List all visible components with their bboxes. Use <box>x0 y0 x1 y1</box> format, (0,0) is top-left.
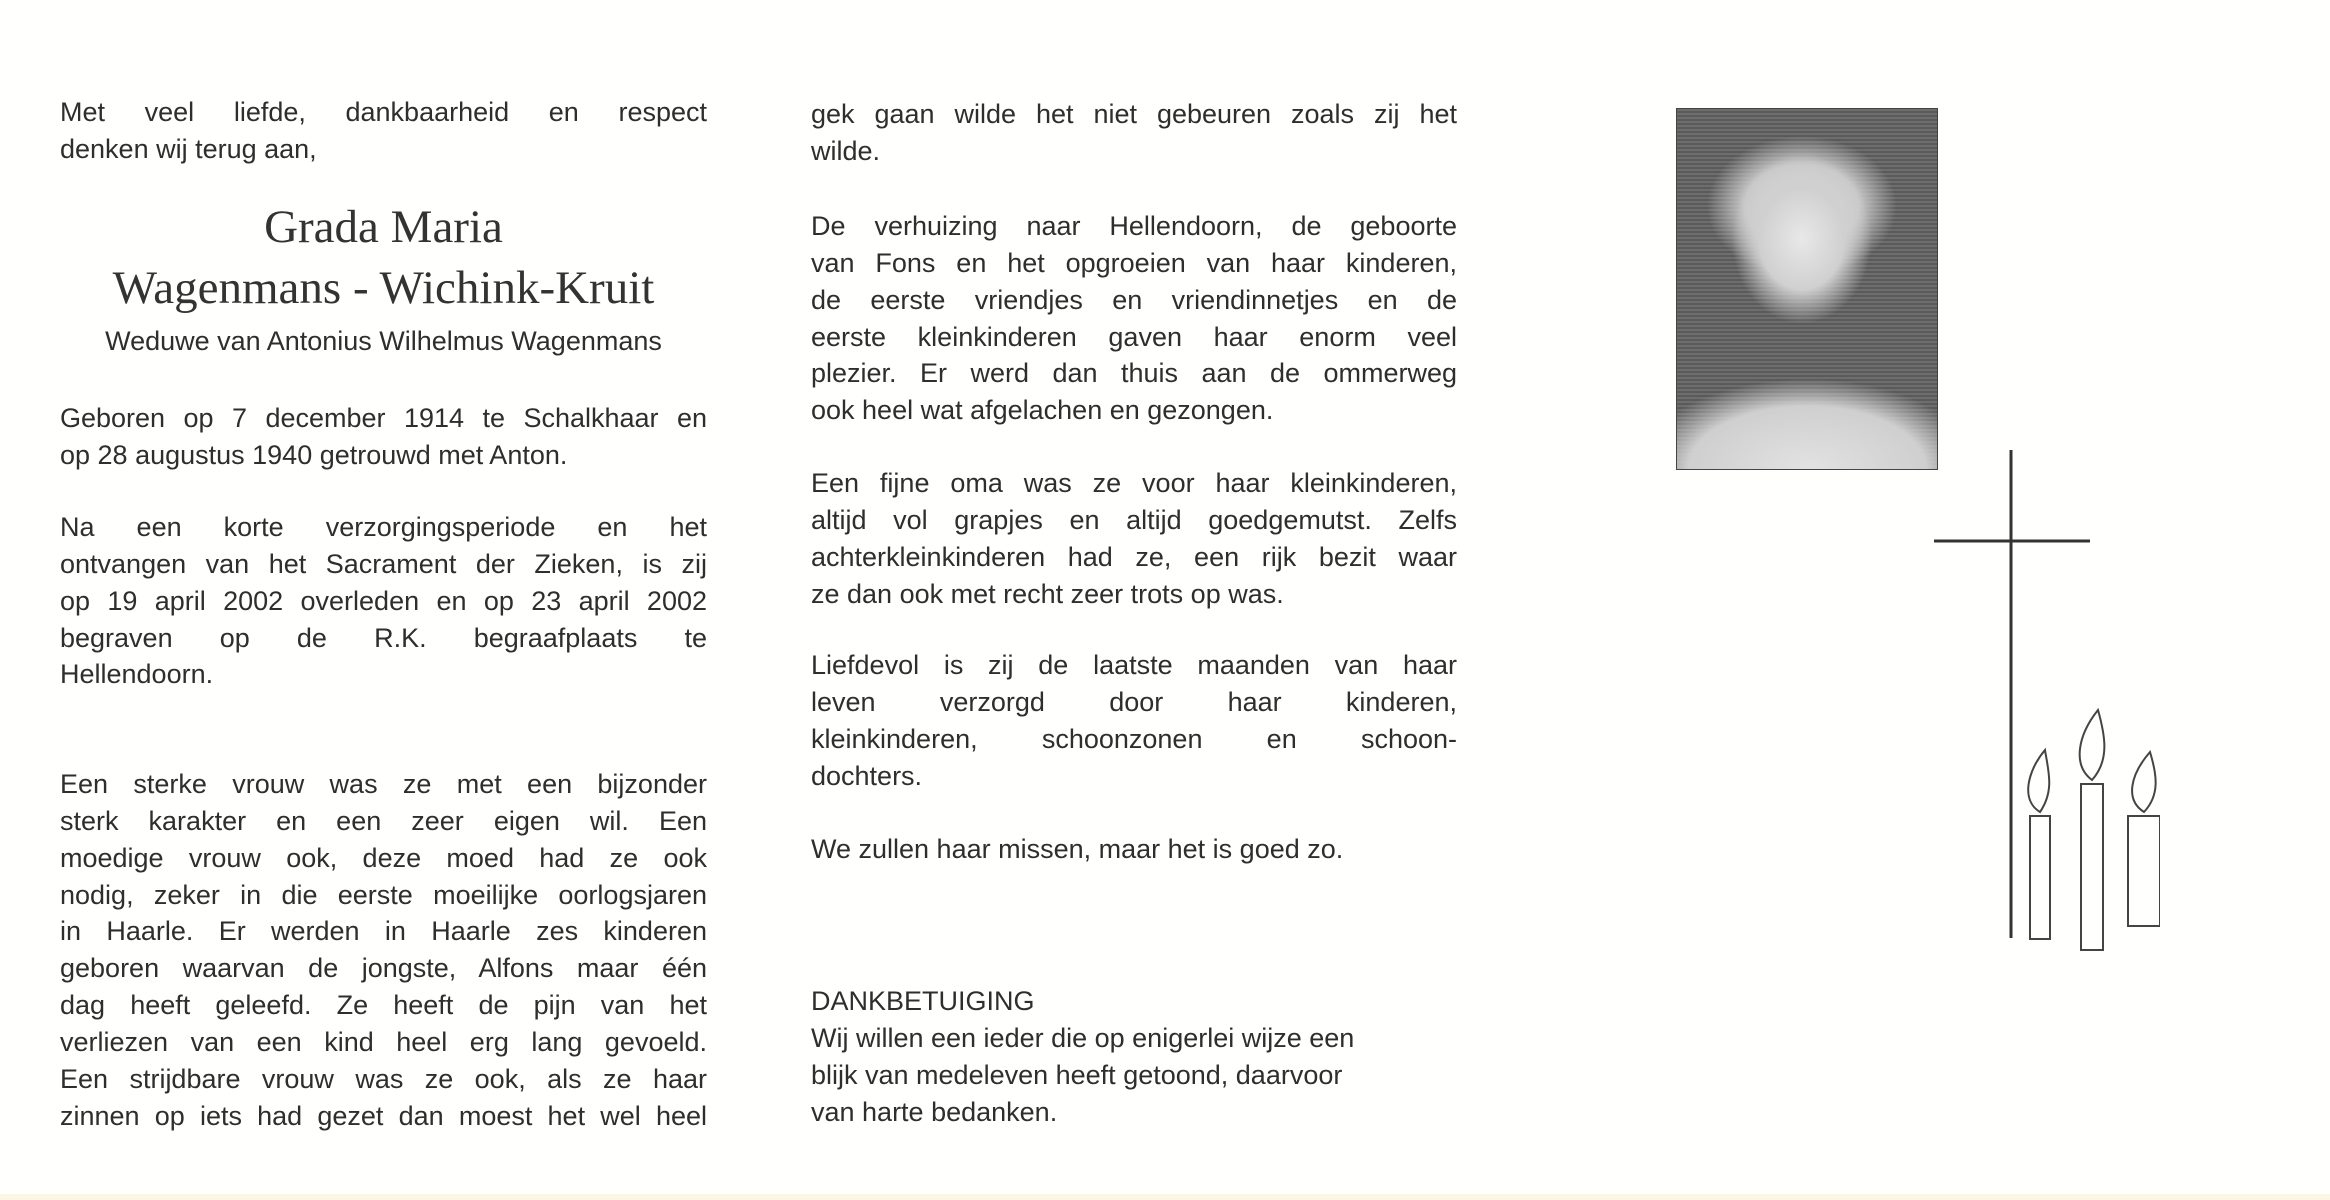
text-line: plezier. Er werd dan thuis aan de ommerweg <box>811 358 1457 389</box>
text-line: ze dan ook met recht zeer trots op was. <box>811 578 1284 609</box>
text-line: zinnen op iets had gezet dan moest het wel heel <box>60 1100 707 1131</box>
text-line: Na een korte verzorgingsperiode en het <box>60 512 707 542</box>
text-line: Een strijdbare vrouw was ze ook, als ze haar <box>60 1063 707 1094</box>
text-line: op 28 augustus 1940 getrouwd met Anton. <box>60 439 568 470</box>
text-line: We zullen haar missen, maar het is goed zo. <box>811 834 1344 864</box>
cross-icon <box>1934 450 2090 938</box>
text-line: op 19 april 2002 overleden en op 23 april 2002 <box>60 585 707 616</box>
text-line: moedige vrouw ook, deze moed had ze ook <box>60 842 707 873</box>
life-paragraph <box>60 766 707 1134</box>
text-line: van Fons en het opgroeien van haar kinderen, <box>811 247 1457 278</box>
text-line: kleinkinderen, schoonzonen en schoon- <box>811 723 1457 754</box>
text-line: nodig, zeker in die eerste moeilijke oorlogsjaren <box>60 879 707 910</box>
continued-paragraph <box>811 96 1457 170</box>
hellendoorn-paragraph <box>811 208 1457 429</box>
text-line: Hellendoorn. <box>60 659 214 690</box>
text-line: ook heel wat afgelachen en gezongen. <box>811 395 1274 426</box>
text-line: eerste kleinkinderen gaven haar enorm veel <box>811 321 1457 352</box>
text-line: denken wij terug aan, <box>60 133 317 164</box>
text-line: van harte bedanken. <box>811 1096 1058 1127</box>
cross-and-candles <box>1920 440 2160 960</box>
text-line: in Haarle. Er werden in Haarle zes kinderen <box>60 916 707 947</box>
text-line: gek gaan wilde het niet gebeuren zoals zij het <box>811 99 1457 129</box>
text-line: de eerste vriendjes en vriendinnetjes en de <box>811 284 1457 315</box>
text-line: geboren waarvan de jongste, Alfons maar één <box>60 953 707 984</box>
oma-paragraph <box>811 465 1457 612</box>
text-line: Een sterke vrouw was ze met een bijzonder <box>60 769 707 799</box>
text-line: achterkleinkinderen had ze, een rijk bezit waar <box>811 541 1457 572</box>
name-full: Wagenmans - Wichink-Kruit <box>112 262 655 314</box>
name-first: Grada Maria <box>264 201 503 253</box>
missing-paragraph <box>811 831 1457 868</box>
text-line: ontvangen van het Sacrament der Zieken, is zij <box>60 548 707 579</box>
text-line: dag heeft geleefd. Ze heeft de pijn van het <box>60 990 707 1021</box>
candles-icon <box>2028 710 2160 950</box>
portrait-photo <box>1676 108 1938 470</box>
text-line: blijk van medeleven heeft getoond, daarvoor <box>811 1059 1343 1090</box>
text-line: Wij willen een ieder die op enigerlei wijze een <box>811 1022 1355 1053</box>
intro-paragraph <box>60 94 707 168</box>
text-line: dochters. <box>811 760 923 791</box>
text-line: Geboren op 7 december 1914 te Schalkhaar en <box>60 403 707 433</box>
text-line: DANKBETUIGING <box>811 986 1035 1016</box>
text-line: De verhuizing naar Hellendoorn, de geboorte <box>811 211 1457 241</box>
care-paragraph <box>811 647 1457 794</box>
text-line: Met veel liefde, dankbaarheid en respect <box>60 97 707 127</box>
text-line: begraven op de R.K. begraafplaats te <box>60 622 707 653</box>
death-paragraph <box>60 509 707 693</box>
text-line: altijd vol grapjes en altijd goedgemutst. Zelfs <box>811 504 1457 535</box>
thanks-paragraph <box>811 983 1457 1130</box>
paper-edge <box>0 1194 2330 1200</box>
text-line: verliezen van een kind heel erg lang gevoeld. <box>60 1026 707 1057</box>
text-line: wilde. <box>811 135 881 166</box>
text-line: leven verzorgd door haar kinderen, <box>811 686 1457 717</box>
text-line: Liefdevol is zij de laatste maanden van haar <box>811 650 1457 680</box>
birth-paragraph <box>60 400 707 474</box>
text-line: sterk karakter en een zeer eigen wil. Een <box>60 805 707 836</box>
widow-of: Weduwe van Antonius Wilhelmus Wagenmans <box>105 326 662 356</box>
text-line: Een fijne oma was ze voor haar kleinkinderen, <box>811 468 1457 498</box>
